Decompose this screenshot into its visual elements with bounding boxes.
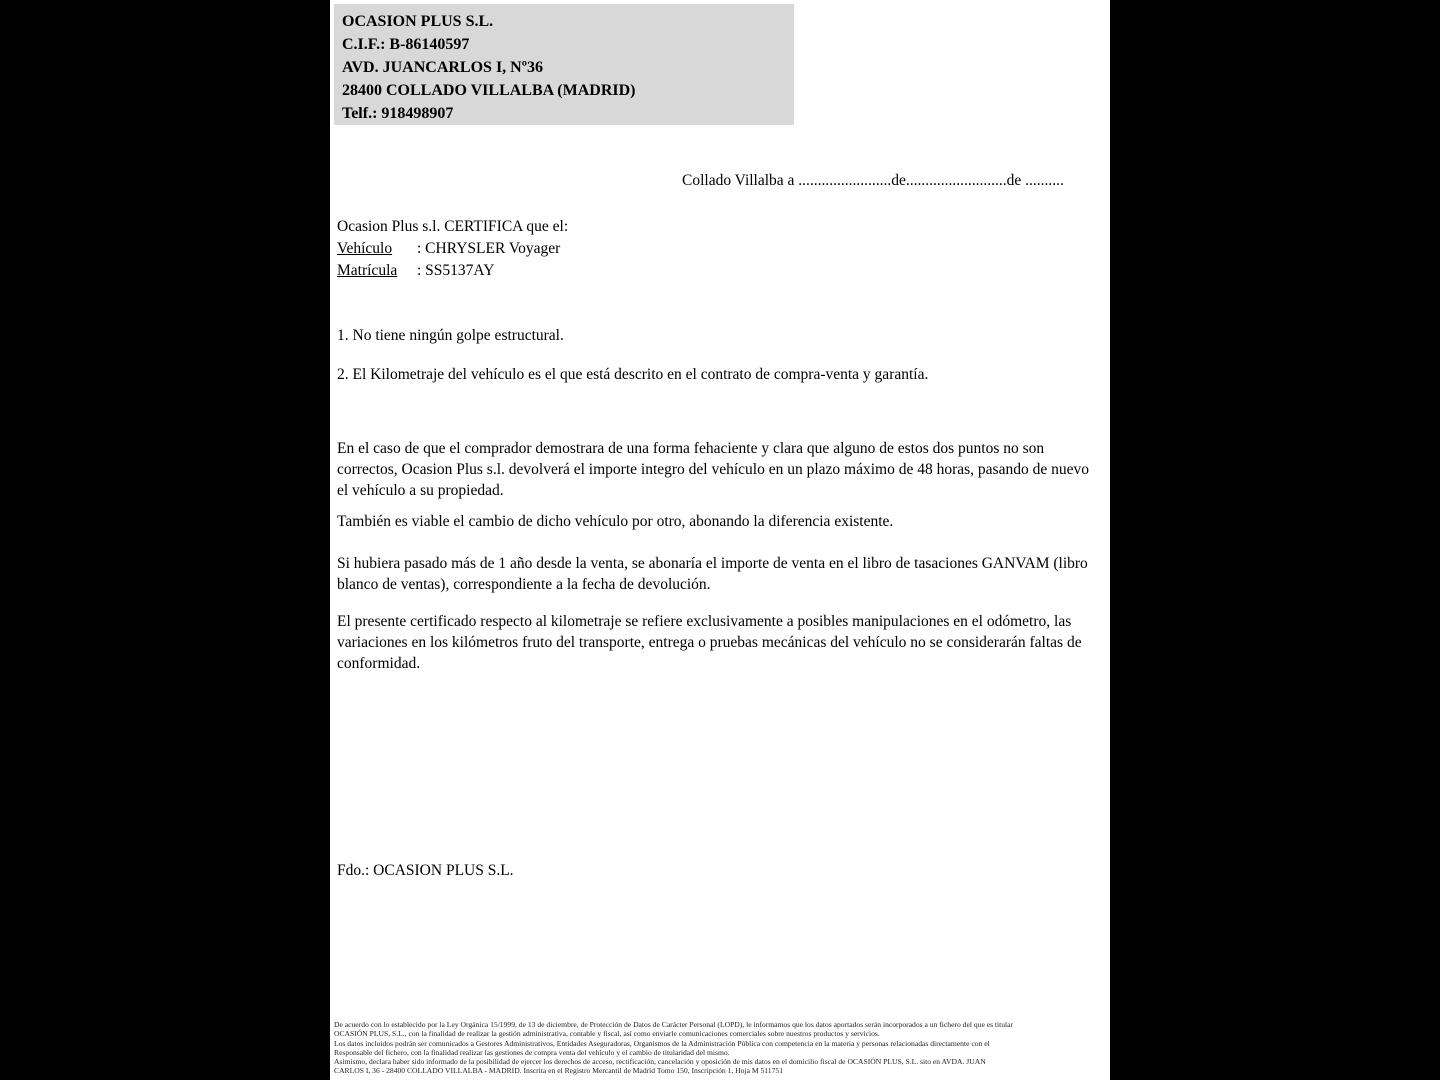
- plate-label: Matrícula: [337, 262, 398, 279]
- plate-value: : SS5137AY: [417, 262, 495, 279]
- body-paragraph-refund: En el caso de que el comprador demostrara de una forma fehaciente y clara que alguno de estos dos puntos no son correctos, Ocasion Plus s.l. devolverá el importe integro del vehículo en un plazo máximo de 48 horas, pasando de nuevo el vehículo a su propiedad.: [337, 440, 1089, 499]
- company-phone: Telf.: 918498907: [342, 105, 454, 122]
- vehicle-value: : CHRYSLER Voyager: [417, 240, 561, 257]
- certify-line: Ocasion Plus s.l. CERTIFICA que el:: [337, 218, 569, 235]
- legal-line: Los datos incluidos podrán ser comunicados a Gestores Administrativos, Entidades Aseguradoras, Organismos de la Administración Pública con competencia en la materia y personas relacionadas directamente con el: [334, 1038, 990, 1048]
- document-page: [330, 0, 1110, 1080]
- certificate-point-1: 1. No tiene ningún golpe estructural.: [337, 327, 564, 344]
- legal-line: De acuerdo con lo establecido por la Ley Orgánica 15/1999, de 13 de diciembre, de Protección de Datos de Carácter Personal (LOPD), le informamos que los datos aportados serán incorporados a un fichero del que es titular: [334, 1020, 1014, 1029]
- certify-block: [337, 216, 568, 282]
- body-paragraph-ganvam: Si hubiera pasado más de 1 año desde la venta, se abonaría el importe de venta en el libro de tasaciones GANVAM (libro blanco de ventas), correspondiente a la fecha de devolución.: [337, 555, 1088, 593]
- legal-line: Responsable del fichero, con la finalidad realizar las gestiones de compra venta del vehículo y el cambio de titularidad del mismo.: [334, 1047, 730, 1057]
- company-address: AVD. JUANCARLOS I, Nº36: [342, 59, 544, 76]
- vehicle-row: [337, 238, 568, 260]
- plate-row: [337, 260, 568, 282]
- vehicle-label: Vehículo: [337, 240, 393, 257]
- company-cif: C.I.F.: B-86140597: [342, 36, 470, 53]
- legal-line: Asimismo, declara haber sido informado de la posibilidad de ejercer los derechos de acceso, rectificación, cancelación y oposición de mis datos en el domicilio fiscal de OCASIÓN PLUS, S.L. sito en AVDA. JUAN: [334, 1057, 986, 1067]
- legal-line: CARLOS I, 36 - 28400 COLLADO VILLALBA - MADRID. Inscrita en el Registro Mercantil de Madrid Tomo 150, Inscripción 1, Hoja M 511751: [334, 1066, 783, 1076]
- legal-line: OCASIÓN PLUS, S.L., con la finalidad de realizar la gestión administrativa, contable y fiscal, así como enviarle comunicaciones comerciales sobre nuestros productos y servicios.: [334, 1029, 880, 1039]
- company-city: 28400 COLLADO VILLALBA (MADRID): [342, 82, 636, 99]
- company-header-block: [334, 4, 794, 125]
- body-paragraph-odometer: El presente certificado respecto al kilometraje se refiere exclusivamente a posibles manipulaciones en el odómetro, las variaciones en los kilómetros fruto del transporte, entrega o pruebas mecánicas del vehículo no se considerarán faltas de conformidad.: [337, 613, 1082, 672]
- signature-line: Fdo.: OCASION PLUS S.L.: [337, 862, 514, 879]
- certificate-point-2: 2. El Kilometraje del vehículo es el que está descrito en el contrato de compra-venta y garantía.: [337, 366, 929, 383]
- body-paragraph-exchange: También es viable el cambio de dicho vehículo por otro, abonando la diferencia existente.: [337, 513, 894, 530]
- company-name: OCASION PLUS S.L.: [342, 13, 494, 30]
- legal-footer: [334, 1020, 1106, 1076]
- date-line: Collado Villalba a ........................de..........................de ..........: [682, 172, 1064, 189]
